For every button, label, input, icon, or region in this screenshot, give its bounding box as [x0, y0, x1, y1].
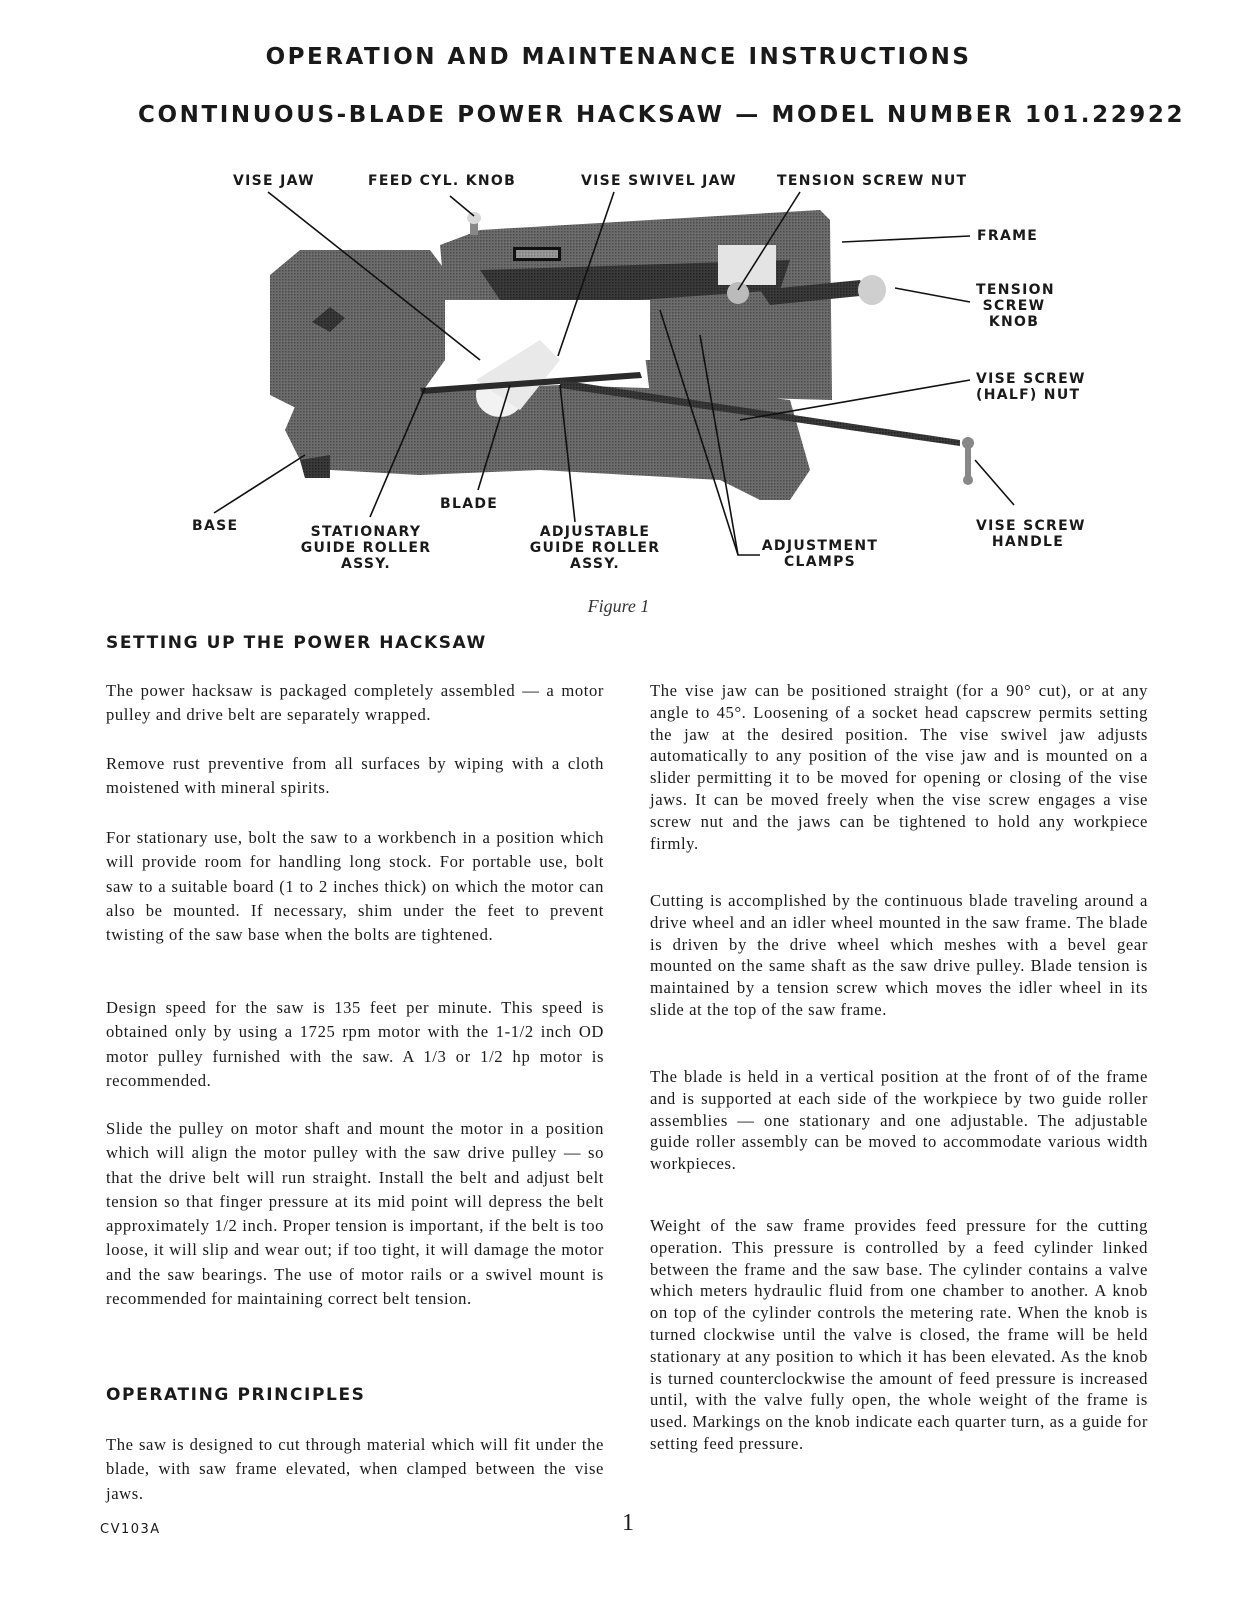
label-adjustable-guide-roller-assy — [525, 524, 665, 572]
figure-caption: Figure 1 — [587, 596, 650, 616]
section-heading-operating-principles: OPERATING PRINCIPLES — [106, 1385, 366, 1405]
document-subtitle: CONTINUOUS-BLADE POWER HACKSAW — MODEL NUMBER 101.22922 — [138, 102, 1186, 128]
label-tension-screw-knob — [976, 282, 1055, 330]
label-line: CLAMPS — [783, 554, 857, 570]
label-line: VISE SCREW — [976, 518, 1086, 534]
paragraph: Cutting is accomplished by the continuous blade traveling around a drive wheel and an idler wheel mounted in the saw frame. The blade is driven by the drive wheel which meshes with a bevel gear mounted on the same shaft as the saw drive pulley. Blade tension is maintained by a tension screw which moves the idler wheel in its slide at the top of the saw frame. — [650, 891, 1148, 1019]
label-base: BASE — [192, 518, 239, 534]
document-code: CV103A — [100, 1522, 161, 1537]
label-feed-cyl-knob: FEED CYL. KNOB — [368, 173, 517, 189]
label-line: ASSY. — [569, 556, 620, 572]
label-line: STATIONARY — [310, 524, 422, 540]
label-line: VISE SCREW — [976, 371, 1086, 387]
label-line: ADJUSTABLE — [539, 524, 651, 540]
label-frame: FRAME — [977, 228, 1039, 244]
paragraph: The blade is held in a vertical position at the front of of the frame and is supported at each side of the workpiece by two guide roller assemblies — one stationary and one adjustable. The adjustable guide roller assembly can be moved to accommodate various width workpieces. — [650, 1067, 1148, 1174]
label-stationary-guide-roller-assy — [296, 524, 436, 572]
label-tension-screw-nut: TENSION SCREW NUT — [777, 173, 968, 189]
page-number: 1 — [622, 1510, 634, 1536]
label-line: (HALF) NUT — [976, 387, 1081, 403]
document-title: OPERATION AND MAINTENANCE INSTRUCTIONS — [265, 44, 972, 70]
paragraph: Design speed for the saw is 135 feet per minute. This speed is obtained only by using a 1725 rpm motor with the 1-1/2 inch OD motor pulley furnished with the saw. A 1/3 or 1/2 hp motor is recommended. — [106, 998, 604, 1090]
label-vise-screw-half-nut — [976, 371, 1086, 403]
paragraph: Weight of the saw frame provides feed pressure for the cutting operation. This pressure is controlled by a feed cylinder linked between the frame and the saw base. The cylinder contains a valve which meters hydraulic fluid from one chamber to another. A knob on top of the cylinder controls the metering rate. When the knob is turned clockwise until the valve is closed, the frame will be held stationary at any position to which it has been elevated. As the knob is turned counterclockwise the amount of feed pressure is increased until, with the valve fully open, the whole weight of the frame is used. Markings on the knob indicate each quarter turn, as a guide for setting feed pressure. — [650, 1216, 1148, 1453]
paragraph: For stationary use, bolt the saw to a workbench in a position which will provide room for handling long stock. For portable use, bolt saw to a suitable board (1 to 2 inches thick) on which the motor can also be mounted. If necessary, shim under the feet to prevent twisting of the saw base when the bolts are tightened. — [106, 828, 604, 945]
section-heading-setting-up: SETTING UP THE POWER HACKSAW — [106, 633, 487, 653]
label-line: ADJUSTMENT — [761, 538, 879, 554]
label-vise-jaw: VISE JAW — [233, 173, 315, 189]
label-line: KNOB — [988, 314, 1040, 330]
label-line: GUIDE ROLLER — [529, 540, 661, 556]
paragraph: The power hacksaw is packaged completely assembled — a motor pulley and drive belt are separately wrapped. — [106, 681, 604, 725]
label-vise-screw-handle — [976, 518, 1086, 550]
figure-1 — [0, 160, 1237, 630]
label-vise-swivel-jaw: VISE SWIVEL JAW — [581, 173, 737, 189]
label-line: ASSY. — [340, 556, 391, 572]
paragraph: The vise jaw can be positioned straight (for a 90° cut), or at any angle to 45°. Loosening of a socket head capscrew permits setting the jaw at the desired position. The vise swivel jaw adjusts automatically to any position of the vise jaw and is mounted on a slider permitting it to be moved for opening or closing of the vise jaws. It can be moved freely when the vise screw engages a vise screw nut and the jaws can be tightened to hold any workpiece firmly. — [650, 681, 1148, 853]
label-adjustment-clamps — [760, 538, 880, 570]
paragraph: Slide the pulley on motor shaft and mount the motor in a position which will align the motor pulley with the saw drive pulley — so that the drive belt will run straight. Install the belt and adjust belt tension so that finger pressure at its mid point will depress the belt approximately 1/2 inch. Proper tension is important, if the belt is too loose, it will slip and wear out; if too tight, it will damage the motor and the saw bearings. The use of motor rails or a swivel mount is recommended for maintaining correct belt tension. — [106, 1119, 604, 1309]
label-line: GUIDE ROLLER — [300, 540, 432, 556]
paragraph: Remove rust preventive from all surfaces by wiping with a cloth moistened with mineral spirits. — [106, 754, 604, 798]
label-line: SCREW — [982, 298, 1046, 314]
label-line: TENSION — [976, 282, 1055, 298]
label-line: HANDLE — [991, 534, 1065, 550]
paragraph: The saw is designed to cut through material which will fit under the blade, with saw frame elevated, when clamped between the vise jaws. — [106, 1435, 604, 1503]
label-blade: BLADE — [440, 496, 499, 512]
